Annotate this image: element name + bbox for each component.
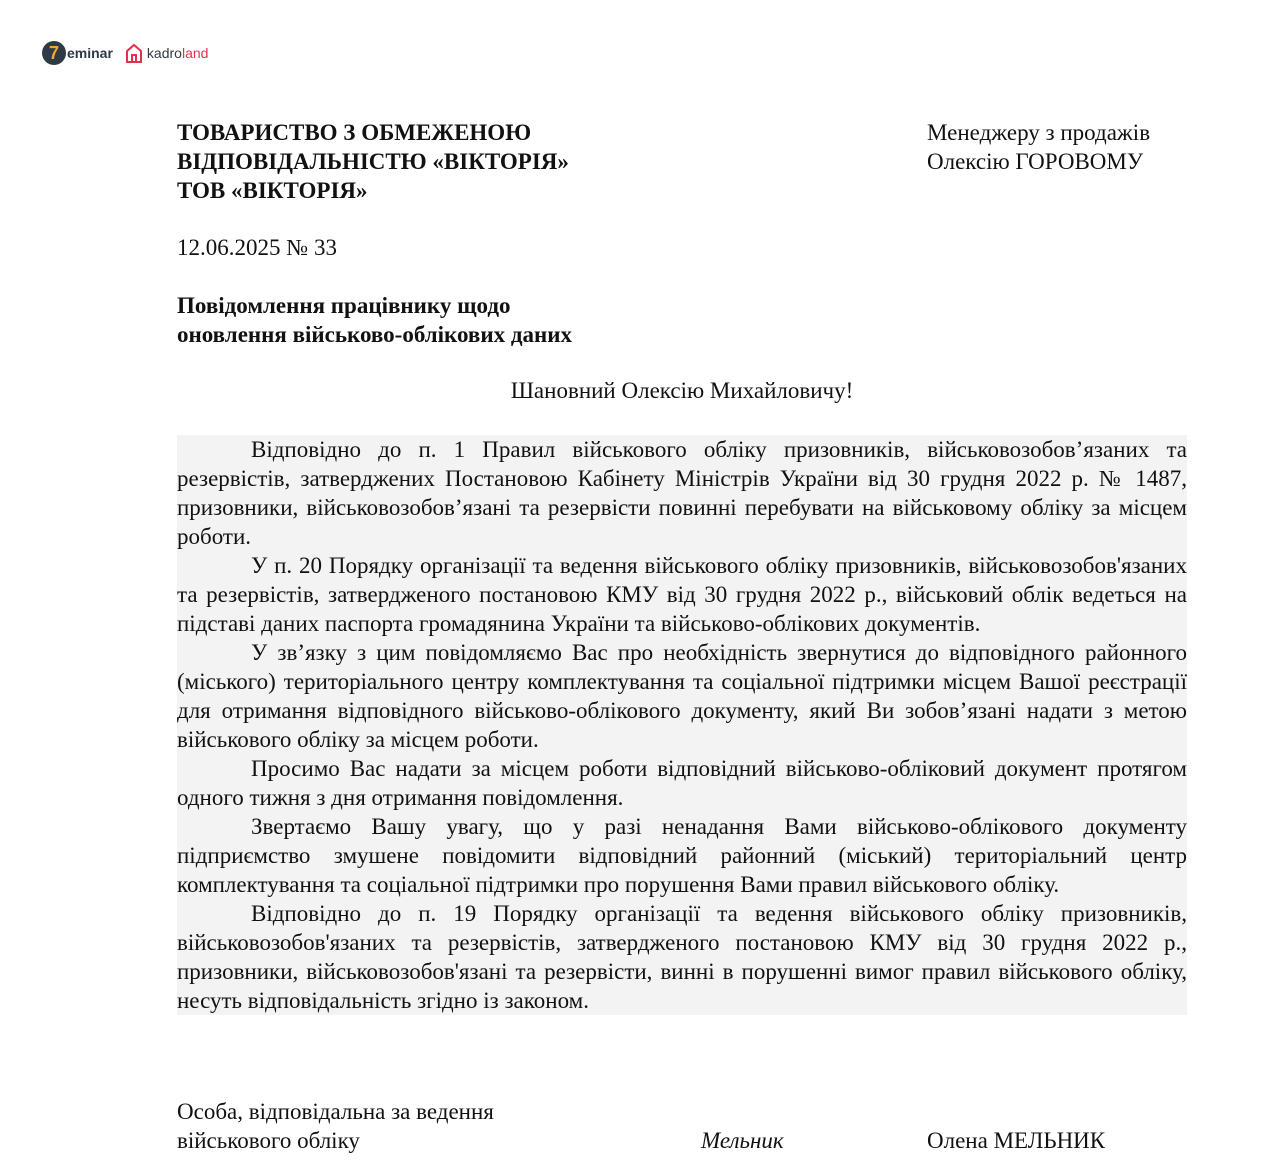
document-subject bbox=[177, 291, 572, 349]
body-paragraph: У п. 20 Порядку організації та ведення військового обліку призовників, військовозобов'язаних та резервістів, затвердженого постановою КМУ від 30 грудня 2022 р., військовий облік ведеться на підставі даних паспорта громадянина України та військово-облікових документів. bbox=[177, 553, 1187, 636]
signatory-position-line: Особа, відповідальна за ведення bbox=[177, 1099, 494, 1124]
kadroland-logo-word bbox=[147, 45, 209, 61]
organization-line: ВІДПОВІДАЛЬНІСТЮ «ВІКТОРІЯ» bbox=[177, 149, 569, 174]
kadroland-logo bbox=[125, 43, 209, 63]
organization-line: ТОВАРИСТВО З ОБМЕЖЕНОЮ bbox=[177, 120, 532, 145]
body-paragraph: Відповідно до п. 19 Порядку організації та ведення військового обліку призовників, військовозобов'язаних та резервістів, затвердженого постановою КМУ від 30 грудня 2022 р., призовники, військовозобов'язані та резервісти, винні в порушенні вимог правил військового обліку, несуть відповідальність згідно із законом. bbox=[177, 901, 1187, 1013]
seminar-logo bbox=[42, 41, 113, 65]
subject-line: Повідомлення працівнику щодо bbox=[177, 293, 511, 318]
body-paragraph: У зв’язку з цим повідомляємо Вас про необхідність звернутися до відповідного районного (міського) територіального центру комплектування та соціальної підтримки місцем Вашої реєстрації для отримання відповідного військово-облікового документу, який Ви зобов’язані надати з метою військового обліку за місцем роботи. bbox=[177, 640, 1187, 752]
subject-line: оновлення військово-облікових даних bbox=[177, 322, 572, 347]
organization-name bbox=[177, 118, 569, 205]
kadroland-word-part2: land bbox=[181, 45, 209, 61]
recipient-name: Олексію ГОРОВОМУ bbox=[927, 149, 1144, 174]
organization-line: ТОВ «ВІКТОРІЯ» bbox=[177, 178, 368, 203]
signatory-name: Олена МЕЛЬНИК bbox=[927, 1128, 1106, 1153]
signatory-position bbox=[177, 1097, 494, 1155]
kadroland-house-icon bbox=[125, 43, 143, 63]
kadroland-word-part1: kadro bbox=[146, 45, 182, 61]
recipient-block bbox=[927, 118, 1150, 176]
logos bbox=[42, 38, 208, 68]
body-paragraph: Звертаємо Вашу увагу, що у разі ненадання Вами військово-облікового документу підприємство змушене повідомити відповідний районний (міський) територіальний центр комплектування та соціальної підтримки про порушення Вами правил військового обліку. bbox=[177, 814, 1187, 897]
salutation: Шановний Олексію Михайловичу! bbox=[510, 378, 854, 403]
document-date-number: 12.06.2025 № 33 bbox=[177, 235, 337, 260]
signatory-position-line: військового обліку bbox=[177, 1128, 360, 1153]
seminar-logo-digit: 7 bbox=[42, 41, 66, 65]
body-paragraph: Відповідно до п. 1 Правил військового обліку призовників, військовозобов’язаних та резервістів, затверджених Постановою Кабінету Міністрів України від 30 грудня 2022 р. № 1487, призовники, військовозобов’язані та резервісти повинні перебувати на військовому обліку за місцем роботи. bbox=[177, 437, 1187, 549]
seminar-logo-word: eminar bbox=[67, 45, 113, 61]
recipient-position: Менеджеру з продажів bbox=[927, 120, 1151, 145]
body-paragraph: Просимо Вас надати за місцем роботи відповідний військово-обліковий документ протягом одного тижня з дня отримання повідомлення. bbox=[177, 756, 1187, 810]
letter-body bbox=[177, 435, 1187, 1015]
handwritten-signature: Мельник bbox=[701, 1128, 784, 1153]
